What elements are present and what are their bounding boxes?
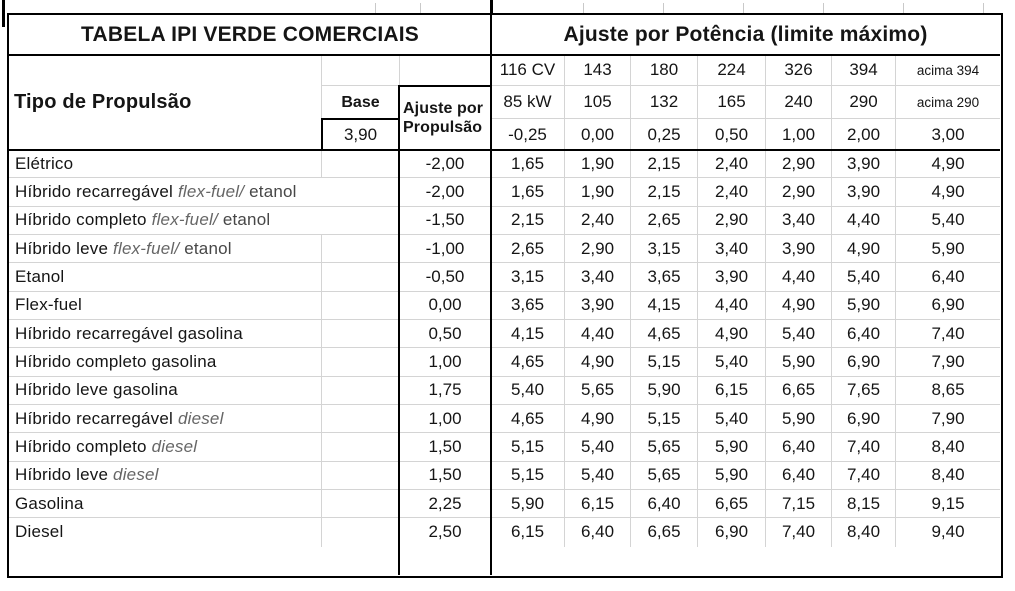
cell-value: 4,65 xyxy=(491,405,565,433)
row-label-part: Flex-fuel xyxy=(15,295,82,315)
cell-value: 6,40 xyxy=(631,490,698,518)
gridline-tick xyxy=(903,3,904,13)
cell-value: 3,90 xyxy=(698,263,766,291)
cell-value: 3,65 xyxy=(491,292,565,320)
cell-value: 5,90 xyxy=(766,348,832,376)
title-bottom-rule xyxy=(9,54,1000,57)
cell-value: 5,15 xyxy=(491,433,565,461)
power-header-cell: 326 xyxy=(766,55,832,86)
empty-cell xyxy=(322,55,399,86)
empty-cell xyxy=(399,55,491,86)
cell-value: 3,90 xyxy=(565,292,631,320)
column-gridline xyxy=(321,405,322,432)
row-label xyxy=(9,235,399,263)
cell-ajuste-propulsao: -1,50 xyxy=(399,207,491,235)
ipi-verde-table xyxy=(7,13,1003,578)
cell-value: 4,90 xyxy=(766,292,832,320)
cell-ajuste-propulsao: -0,50 xyxy=(399,263,491,291)
cell-value: 6,90 xyxy=(832,348,896,376)
cell-value: 9,40 xyxy=(931,522,965,542)
row-label-part: flex-fuel/ xyxy=(177,181,245,201)
cell-value: 7,40 xyxy=(832,462,896,490)
cell-value: 4,15 xyxy=(631,292,698,320)
row-label xyxy=(9,178,399,206)
cell-value: 2,65 xyxy=(491,235,565,263)
cell-value: 3,15 xyxy=(631,235,698,263)
power-header-cell: 116 CV xyxy=(491,55,565,86)
cell-value: 5,40 xyxy=(565,462,631,490)
cell-value: 5,40 xyxy=(565,433,631,461)
row-label-part: diesel xyxy=(177,408,224,428)
cell-value: 4,90 xyxy=(565,348,631,376)
cell-value: 2,40 xyxy=(565,207,631,235)
column-gridline xyxy=(321,433,322,460)
column-gridline xyxy=(321,348,322,375)
power-header-cell: 0,25 xyxy=(631,119,698,150)
cell-value: 6,40 xyxy=(766,433,832,461)
cell-value: 9,15 xyxy=(896,490,1000,518)
row-label xyxy=(9,207,399,235)
cell-value: 5,15 xyxy=(491,462,565,490)
cell-value: 3,15 xyxy=(491,263,565,291)
gridline-tick xyxy=(583,3,584,13)
row-label-part: Híbrido leve xyxy=(15,238,114,258)
cell-value: 3,65 xyxy=(631,263,698,291)
base-box-top-rule xyxy=(321,118,400,121)
cell-value: 4,40 xyxy=(565,320,631,348)
gridline-tick xyxy=(375,3,376,13)
row-label xyxy=(9,263,399,291)
power-header-cell: 85 kW xyxy=(491,86,565,119)
power-header-cell: 0,00 xyxy=(565,119,631,150)
section-divider-rule xyxy=(490,15,493,575)
clipped-border-stub xyxy=(490,0,493,14)
table-title-left: TABELA IPI VERDE COMERCIAIS xyxy=(81,23,419,46)
cell-value: 6,15 xyxy=(698,377,766,405)
cell-value: 5,90 xyxy=(631,377,698,405)
cell-value: 4,65 xyxy=(491,348,565,376)
power-header-cell: 224 xyxy=(698,55,766,86)
cell-value: 8,40 xyxy=(896,433,1000,461)
cell-value: 6,15 xyxy=(565,490,631,518)
cell-value: 5,90 xyxy=(698,433,766,461)
row-label-part: flex-fuel/ xyxy=(113,238,180,258)
cell-value: 5,40 xyxy=(766,320,832,348)
table-title-right: Ajuste por Potência (limite máximo) xyxy=(563,23,928,46)
cell-value: 5,90 xyxy=(698,462,766,490)
cell-value: 3,40 xyxy=(565,263,631,291)
row-label-part: Gasolina xyxy=(15,493,84,513)
column-gridline xyxy=(321,320,322,347)
cell-value: 6,90 xyxy=(832,405,896,433)
cell-value: 1,90 xyxy=(565,178,631,206)
cell-ajuste-propulsao: -2,00 xyxy=(399,178,491,206)
row-label-part: Etanol xyxy=(15,266,65,286)
cell-value: 6,40 xyxy=(896,263,1000,291)
cell-value: 7,40 xyxy=(832,433,896,461)
row-label-part: Híbrido completo gasolina xyxy=(15,351,217,371)
power-header-cell: 1,00 xyxy=(766,119,832,150)
cell-value: 2,15 xyxy=(631,150,698,178)
cell-value: 6,40 xyxy=(565,518,631,546)
cell-value: 5,90 xyxy=(766,405,832,433)
cell-value: 6,15 xyxy=(491,518,565,546)
cell-value: 4,40 xyxy=(698,292,766,320)
column-gridline xyxy=(321,235,322,262)
cell-value: 5,65 xyxy=(565,377,631,405)
cell-value: 3,90 xyxy=(766,235,832,263)
cell-ajuste-propulsao: 1,00 xyxy=(399,405,491,433)
cell-value: 4,90 xyxy=(565,405,631,433)
cell-value: 2,90 xyxy=(766,178,832,206)
cell-value: 5,40 xyxy=(698,348,766,376)
ajuste-column-left-rule xyxy=(398,85,401,575)
cell-value: 4,40 xyxy=(832,207,896,235)
cell-value: 8,65 xyxy=(896,377,1000,405)
cell-value: 4,15 xyxy=(491,320,565,348)
cell-value: 2,65 xyxy=(631,207,698,235)
ajuste-header-line1: Ajuste por xyxy=(403,100,484,117)
row-label-part: Híbrido recarregável gasolina xyxy=(15,323,243,343)
cell-value: 7,40 xyxy=(766,518,832,546)
cell-value: 2,15 xyxy=(631,178,698,206)
gridline-tick xyxy=(983,3,984,13)
power-header-cell: acima 394 xyxy=(896,55,1000,86)
cell-value: 2,90 xyxy=(565,235,631,263)
column-header-ajuste-propulsao xyxy=(399,86,491,150)
cell-ajuste-propulsao: 1,00 xyxy=(399,348,491,376)
row-label xyxy=(9,405,399,433)
cell-value: 7,90 xyxy=(896,405,1000,433)
cell-value: 4,40 xyxy=(766,263,832,291)
cell-value: 4,90 xyxy=(832,235,896,263)
cell-value: 7,65 xyxy=(832,377,896,405)
cell-value: 8,40 xyxy=(896,462,1000,490)
row-label-part: Híbrido recarregável xyxy=(15,408,178,428)
row-label-part: diesel xyxy=(113,465,159,485)
row-label-part: etanol xyxy=(179,238,232,258)
base-value-cell: 3,90 xyxy=(343,124,378,144)
row-label-part: Híbrido completo xyxy=(15,210,152,230)
gridline-tick xyxy=(420,3,421,13)
cell-ajuste-propulsao: 2,25 xyxy=(399,490,491,518)
cell-value: 7,15 xyxy=(766,490,832,518)
power-header-cell: 132 xyxy=(631,86,698,119)
row-label-part: diesel xyxy=(151,436,198,456)
cell-value: 5,40 xyxy=(698,405,766,433)
row-label xyxy=(9,518,399,546)
power-header-cell: 143 xyxy=(565,55,631,86)
cell-value: 5,15 xyxy=(631,348,698,376)
clipped-border-stub xyxy=(2,0,5,27)
cell-value: 5,40 xyxy=(491,377,565,405)
cell-ajuste-propulsao: 0,50 xyxy=(399,320,491,348)
cell-value: 6,65 xyxy=(766,377,832,405)
cell-ajuste-propulsao: 0,00 xyxy=(399,292,491,320)
header-bottom-rule xyxy=(9,149,1000,152)
row-label xyxy=(9,377,399,405)
column-gridline xyxy=(321,377,322,404)
power-header-cell: 290 xyxy=(832,86,896,119)
cell-value: 5,90 xyxy=(491,490,565,518)
row-label xyxy=(9,320,399,348)
power-header-cell: 0,50 xyxy=(698,119,766,150)
power-header-cell: 394 xyxy=(832,55,896,86)
row-label-part: Híbrido completo xyxy=(15,436,152,456)
row-label xyxy=(9,433,399,461)
column-gridline xyxy=(321,462,322,489)
cell-value: 2,40 xyxy=(698,150,766,178)
gridline-tick xyxy=(663,3,664,13)
cell-value: 6,65 xyxy=(698,490,766,518)
column-header-base: Base xyxy=(341,93,380,111)
cell-value: 4,90 xyxy=(698,320,766,348)
cell-value: 5,65 xyxy=(631,462,698,490)
power-header-cell: 2,00 xyxy=(832,119,896,150)
gridline-tick xyxy=(823,3,824,13)
cell-value: 6,90 xyxy=(896,292,1000,320)
power-header-cell: 3,00 xyxy=(931,124,965,144)
power-header-cell: 105 xyxy=(565,86,631,119)
cell-value: 1,90 xyxy=(565,150,631,178)
row-label xyxy=(9,490,399,518)
column-gridline xyxy=(321,490,322,517)
cell-ajuste-propulsao: 1,50 xyxy=(399,462,491,490)
cell-value: 5,40 xyxy=(896,207,1000,235)
cell-value: 6,90 xyxy=(698,518,766,546)
row-label xyxy=(9,292,399,320)
row-label-part: Híbrido leve xyxy=(15,465,114,485)
cell-value: 1,65 xyxy=(491,150,565,178)
power-header-cell: 240 xyxy=(766,86,832,119)
cell-ajuste-propulsao: -1,00 xyxy=(399,235,491,263)
cell-value: 5,40 xyxy=(832,263,896,291)
column-gridline xyxy=(321,292,322,319)
gridline-tick xyxy=(743,3,744,13)
cell-value: 4,65 xyxy=(631,320,698,348)
column-gridline xyxy=(321,150,322,177)
column-gridline xyxy=(321,518,322,546)
cell-value: 3,40 xyxy=(766,207,832,235)
column-header-tipo-propulsao: Tipo de Propulsão xyxy=(9,55,322,150)
cell-value: 2,15 xyxy=(491,207,565,235)
row-label-part: Diesel xyxy=(15,522,64,542)
column-gridline xyxy=(321,263,322,290)
ajuste-header-line2: Propulsão xyxy=(403,119,483,136)
row-label xyxy=(9,348,399,376)
cell-value: 5,90 xyxy=(896,235,1000,263)
row-label xyxy=(9,150,399,178)
cell-value: 3,90 xyxy=(832,150,896,178)
cell-value: 6,40 xyxy=(766,462,832,490)
cell-ajuste-propulsao: 1,75 xyxy=(399,377,491,405)
row-label-part: Elétrico xyxy=(15,153,74,173)
cell-value: 8,15 xyxy=(832,490,896,518)
cell-value: 2,90 xyxy=(698,207,766,235)
cell-value: 2,40 xyxy=(698,178,766,206)
row-label-part: etanol xyxy=(217,210,271,230)
cell-value: 6,65 xyxy=(631,518,698,546)
cell-value: 4,90 xyxy=(896,178,1000,206)
cell-value: 3,90 xyxy=(832,178,896,206)
power-header-cell: 165 xyxy=(698,86,766,119)
power-header-cell: acima 290 xyxy=(896,86,1000,119)
cell-ajuste-propulsao: 2,50 xyxy=(428,522,462,542)
cell-value: 5,90 xyxy=(832,292,896,320)
cell-value: 7,40 xyxy=(896,320,1000,348)
base-box-left-rule xyxy=(321,118,324,152)
cell-value: 8,40 xyxy=(832,518,896,546)
cell-value: 4,90 xyxy=(896,150,1000,178)
row-label-part: Híbrido leve gasolina xyxy=(15,380,178,400)
cell-ajuste-propulsao: 1,50 xyxy=(399,433,491,461)
cell-value: 3,40 xyxy=(698,235,766,263)
ajuste-box-top-rule xyxy=(398,85,492,88)
row-label-part: etanol xyxy=(244,181,297,201)
cell-ajuste-propulsao: -2,00 xyxy=(399,150,491,178)
cell-value: 6,40 xyxy=(832,320,896,348)
row-label xyxy=(9,462,399,490)
row-label-part: Híbrido recarregável xyxy=(15,181,178,201)
cell-value: 5,65 xyxy=(631,433,698,461)
row-label-part: flex-fuel/ xyxy=(151,210,218,230)
cell-value: 2,90 xyxy=(766,150,832,178)
cell-value: 1,65 xyxy=(491,178,565,206)
power-header-cell: 180 xyxy=(631,55,698,86)
power-header-cell: -0,25 xyxy=(491,119,565,150)
cell-value: 5,15 xyxy=(631,405,698,433)
cell-value: 7,90 xyxy=(896,348,1000,376)
